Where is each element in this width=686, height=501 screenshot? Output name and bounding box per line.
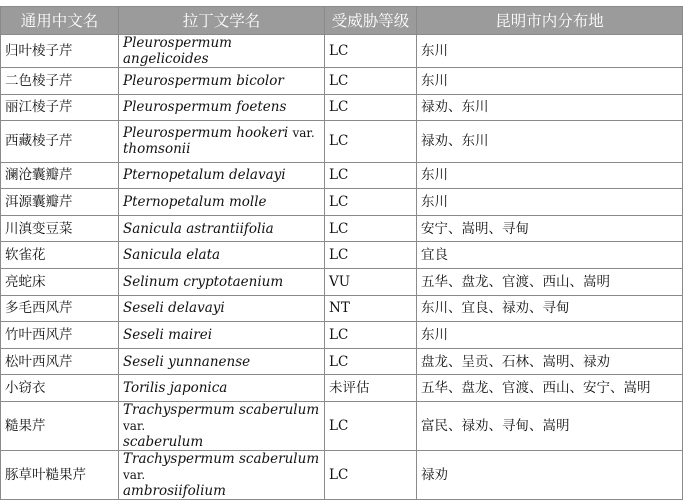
- chinese-name-cell: 糙果芹: [1, 402, 119, 451]
- latin-var-marker: var.: [123, 468, 146, 483]
- latin-binomial: Seseli mairei: [123, 327, 213, 344]
- latin-name-cell: [119, 121, 325, 163]
- table-row: [1, 348, 683, 375]
- chinese-name-cell: 多毛西风芹: [1, 295, 119, 322]
- latin-infraspecific: ambrosiifolium: [123, 483, 226, 500]
- latin-name-cell: [119, 162, 325, 189]
- latin-name-cell: [119, 375, 325, 402]
- threat-level-cell: NT: [325, 295, 417, 322]
- chinese-name-cell: 西藏棱子芹: [1, 121, 119, 163]
- latin-binomial: Sanicula elata: [123, 247, 221, 264]
- threat-level-cell: VU: [325, 269, 417, 296]
- threat-level-cell: 未评估: [325, 375, 417, 402]
- threat-level-cell: LC: [325, 189, 417, 216]
- distribution-cell: 宜良: [417, 242, 683, 269]
- distribution-cell: 禄劝、东川: [417, 121, 683, 163]
- header-threat-level: 受威胁等级: [325, 7, 417, 35]
- header-latin-name: 拉丁文学名: [119, 7, 325, 35]
- threat-level-cell: LC: [325, 162, 417, 189]
- latin-binomial: Selinum cryptotaenium: [123, 273, 284, 290]
- chinese-name-cell: 川滇变豆菜: [1, 215, 119, 242]
- distribution-cell: 禄劝、东川: [417, 94, 683, 121]
- threat-level-cell: LC: [325, 215, 417, 242]
- table-row: [1, 189, 683, 216]
- latin-name-cell: [119, 215, 325, 242]
- latin-name-cell: [119, 269, 325, 296]
- latin-name-cell: [119, 322, 325, 349]
- table-row: [1, 375, 683, 402]
- chinese-name-cell: 归叶棱子芹: [1, 35, 119, 68]
- latin-binomial: Pleurospermum foetens: [123, 99, 287, 116]
- threat-level-cell: LC: [325, 348, 417, 375]
- threat-level-cell: LC: [325, 322, 417, 349]
- latin-name-cell: [119, 451, 325, 500]
- latin-binomial: Seseli delavayi: [123, 300, 225, 317]
- table-row: [1, 451, 683, 500]
- table-row: [1, 295, 683, 322]
- table-row: [1, 94, 683, 121]
- header-chinese-name: 通用中文名: [1, 7, 119, 35]
- latin-binomial: Pleurospermum angelicoides: [123, 35, 232, 67]
- distribution-cell: 五华、盘龙、官渡、西山、嵩明: [417, 269, 683, 296]
- distribution-cell: 东川: [417, 35, 683, 68]
- threat-level-cell: LC: [325, 242, 417, 269]
- latin-binomial: Pleurospermum hookeri: [123, 125, 289, 142]
- distribution-cell: 东川、宜良、禄劝、寻甸: [417, 295, 683, 322]
- threat-level-cell: LC: [325, 94, 417, 121]
- table-row: [1, 162, 683, 189]
- latin-name-cell: [119, 189, 325, 216]
- table-row: [1, 35, 683, 68]
- table-row: [1, 402, 683, 451]
- threat-level-cell: LC: [325, 35, 417, 68]
- latin-binomial: Trachyspermum scaberulum: [123, 402, 320, 419]
- threat-level-cell: LC: [325, 451, 417, 500]
- distribution-cell: 五华、盘龙、官渡、西山、安宁、嵩明: [417, 375, 683, 402]
- latin-var-marker: var.: [292, 126, 315, 141]
- latin-name-cell: [119, 295, 325, 322]
- distribution-cell: 盘龙、呈贡、石林、嵩明、禄劝: [417, 348, 683, 375]
- table-row: [1, 68, 683, 95]
- chinese-name-cell: 洱源囊瓣芹: [1, 189, 119, 216]
- distribution-cell: 东川: [417, 68, 683, 95]
- header-distribution: 昆明市内分布地: [417, 7, 683, 35]
- table-row: [1, 121, 683, 163]
- latin-var-marker: var.: [123, 419, 146, 434]
- chinese-name-cell: 松叶西风芹: [1, 348, 119, 375]
- latin-name-cell: [119, 35, 325, 68]
- table-row: [1, 269, 683, 296]
- latin-binomial: Torilis japonica: [123, 380, 228, 397]
- distribution-cell: 富民、禄劝、寻甸、嵩明: [417, 402, 683, 451]
- latin-name-cell: [119, 402, 325, 451]
- distribution-cell: 东川: [417, 189, 683, 216]
- latin-infraspecific: scaberulum: [123, 434, 204, 451]
- table-body: [1, 35, 683, 500]
- distribution-cell: 禄劝: [417, 451, 683, 500]
- chinese-name-cell: 软雀花: [1, 242, 119, 269]
- chinese-name-cell: 二色棱子芹: [1, 68, 119, 95]
- latin-name-cell: [119, 242, 325, 269]
- latin-binomial: Pternopetalum delavayi: [123, 167, 286, 184]
- chinese-name-cell: 澜沧囊瓣芹: [1, 162, 119, 189]
- chinese-name-cell: 豚草叶糙果芹: [1, 451, 119, 500]
- latin-name-cell: [119, 94, 325, 121]
- chinese-name-cell: 亮蛇床: [1, 269, 119, 296]
- distribution-cell: 安宁、嵩明、寻甸: [417, 215, 683, 242]
- chinese-name-cell: 小窃衣: [1, 375, 119, 402]
- latin-infraspecific: thomsonii: [123, 141, 191, 158]
- chinese-name-cell: 竹叶西风芹: [1, 322, 119, 349]
- distribution-cell: 东川: [417, 322, 683, 349]
- latin-binomial: Seseli yunnanense: [123, 353, 251, 370]
- table-row: [1, 215, 683, 242]
- threat-level-cell: LC: [325, 68, 417, 95]
- latin-name-cell: [119, 68, 325, 95]
- latin-binomial: Trachyspermum scaberulum: [123, 451, 320, 468]
- chinese-name-cell: 丽江棱子芹: [1, 94, 119, 121]
- latin-binomial: Pternopetalum molle: [123, 194, 267, 211]
- threat-level-cell: LC: [325, 121, 417, 163]
- table-row: [1, 322, 683, 349]
- latin-name-cell: [119, 348, 325, 375]
- latin-binomial: Sanicula astrantiifolia: [123, 220, 274, 237]
- threat-level-cell: LC: [325, 402, 417, 451]
- distribution-cell: 东川: [417, 162, 683, 189]
- latin-binomial: Pleurospermum bicolor: [123, 72, 284, 89]
- species-table: [0, 6, 683, 500]
- header-row: [1, 7, 683, 35]
- table-row: [1, 242, 683, 269]
